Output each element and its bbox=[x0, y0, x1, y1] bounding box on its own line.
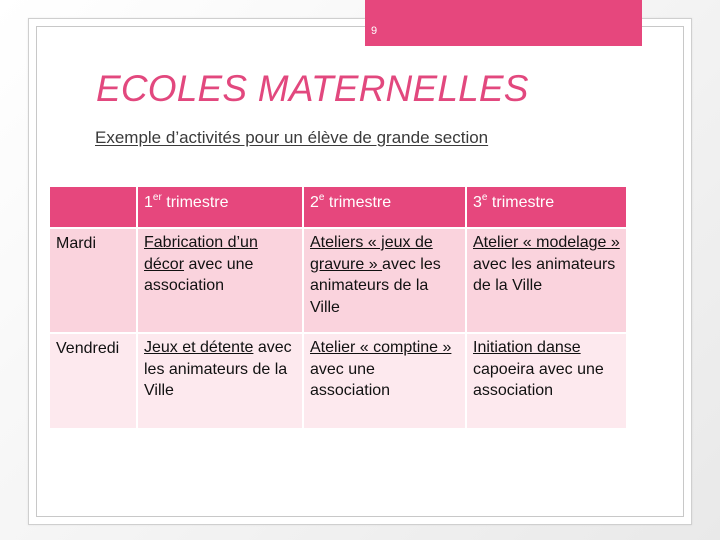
accent-bar bbox=[365, 0, 642, 46]
header-cell-trimester-2: 2e trimestre bbox=[303, 186, 466, 228]
slide-title: ECOLES MATERNELLES bbox=[96, 68, 529, 109]
header-cell-trimester-1: 1er trimestre bbox=[137, 186, 303, 228]
activities-table bbox=[48, 185, 628, 430]
table-row-vendredi bbox=[49, 333, 627, 429]
slide-number: 9 bbox=[370, 25, 378, 37]
table-cell: Atelier « comptine » avec une association bbox=[303, 333, 466, 429]
header-cell-trimester-3: 3e trimestre bbox=[466, 186, 627, 228]
row-label: Mardi bbox=[49, 228, 137, 333]
table-cell: Ateliers « jeux de gravure » avec les animateurs de la Ville bbox=[303, 228, 466, 333]
table-row-mardi bbox=[49, 228, 627, 333]
slide-subtitle: Exemple d’activités pour un élève de grande section bbox=[95, 128, 489, 147]
header-cell-empty bbox=[49, 186, 137, 228]
table-cell: Atelier « modelage » avec les animateurs de la Ville bbox=[466, 228, 627, 333]
table-cell: Initiation danse capoeira avec une association bbox=[466, 333, 627, 429]
table-cell: Fabrication d’un décor avec une association bbox=[137, 228, 303, 333]
row-label: Vendredi bbox=[49, 333, 137, 429]
table-cell: Jeux et détente avec les animateurs de la Ville bbox=[137, 333, 303, 429]
table-header-row bbox=[49, 186, 627, 228]
